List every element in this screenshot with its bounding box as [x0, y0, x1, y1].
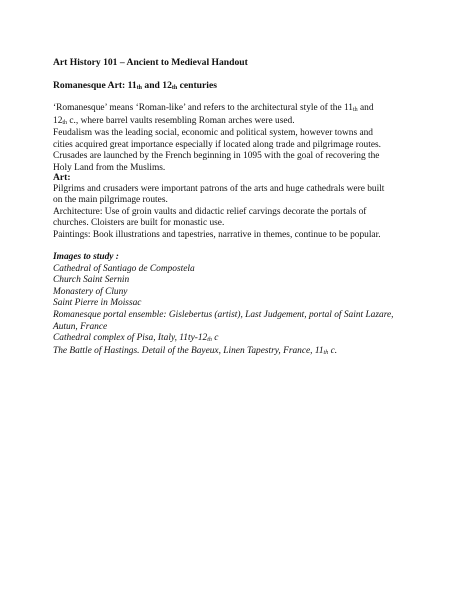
pisa-end: c: [211, 333, 219, 344]
subtitle-mid: and 12: [142, 80, 172, 91]
intro-line: Holy Land from the Muslims.: [53, 162, 166, 173]
intro-line: Feudalism was the leading social, economic and political system, however towns and: [53, 128, 373, 139]
pisa-text: Cathedral complex of Pisa, Italy, 11ty-12: [53, 333, 208, 344]
intro-line-1a: ‘Romanesque’ means ‘Roman-like’ and refers to the architectural style of the 11: [53, 103, 353, 113]
images-section: [53, 252, 423, 358]
images-heading: Images to study :: [53, 252, 119, 262]
hastings-text: The Battle of Hastings. Detail of the Bayeux, Linen Tapestry, France, 11: [53, 345, 324, 356]
intro-line-2b: c., where barrel vaults resembling Roman arches were used.: [67, 115, 295, 126]
hastings-end: c.: [328, 345, 338, 356]
subtitle-ordinal-1: th: [136, 85, 143, 91]
art-heading: Art:: [53, 172, 71, 183]
intro-ordinal-2: th: [62, 119, 68, 126]
subtitle-suffix: centuries: [177, 80, 217, 91]
art-line: Pilgrims and crusaders were important patrons of the arts and huge cathedrals were built: [53, 183, 385, 194]
document-title: Art History 101 – Ancient to Medieval Handout: [53, 57, 248, 68]
subtitle-ordinal-2: th: [171, 85, 178, 91]
intro-ordinal-1: th: [352, 107, 358, 113]
art-line: Architecture: Use of groin vaults and didactic relief carvings decorate the portals of: [53, 206, 367, 217]
section-subtitle: [53, 80, 423, 94]
art-section: [53, 172, 423, 242]
art-line: on the main pilgrimage routes.: [53, 195, 168, 206]
subtitle-prefix: Romanesque Art: 11: [53, 80, 137, 91]
intro-line: [53, 116, 423, 129]
image-item: Cathedral of Santiago de Compostela: [53, 263, 195, 274]
intro-line-1b: and: [357, 103, 374, 113]
hastings-ordinal: th: [323, 349, 329, 356]
title-section: [53, 57, 423, 69]
intro-line-2a: 12: [53, 115, 63, 126]
image-item-pisa: [53, 333, 423, 346]
art-line: Paintings: Book illustrations and tapestries, narrative in themes, continue to be popular.: [53, 229, 381, 240]
image-item: Saint Pierre in Moissac: [53, 298, 142, 309]
image-item-hastings: [53, 346, 423, 359]
pisa-ordinal: th: [207, 337, 212, 344]
intro-paragraph: [53, 103, 423, 175]
image-item: Romanesque portal ensemble: Gislebertus (artist), Last Judgement, portal of Saint Lazare,: [53, 309, 394, 320]
intro-line: cities acquired great importance especially if located along trade and pilgrimage routes.: [53, 139, 381, 150]
art-line: churches. Cloisters are built for monastic use.: [53, 218, 225, 229]
image-item: Autun, France: [53, 321, 108, 332]
intro-line: Crusades are launched by the French beginning in 1095 with the goal of recovering the: [53, 151, 380, 162]
image-item: Monastery of Cluny: [53, 286, 128, 297]
image-item: Church Saint Sernin: [53, 275, 130, 286]
intro-line: [53, 103, 423, 116]
subtitle-section: [53, 80, 423, 94]
